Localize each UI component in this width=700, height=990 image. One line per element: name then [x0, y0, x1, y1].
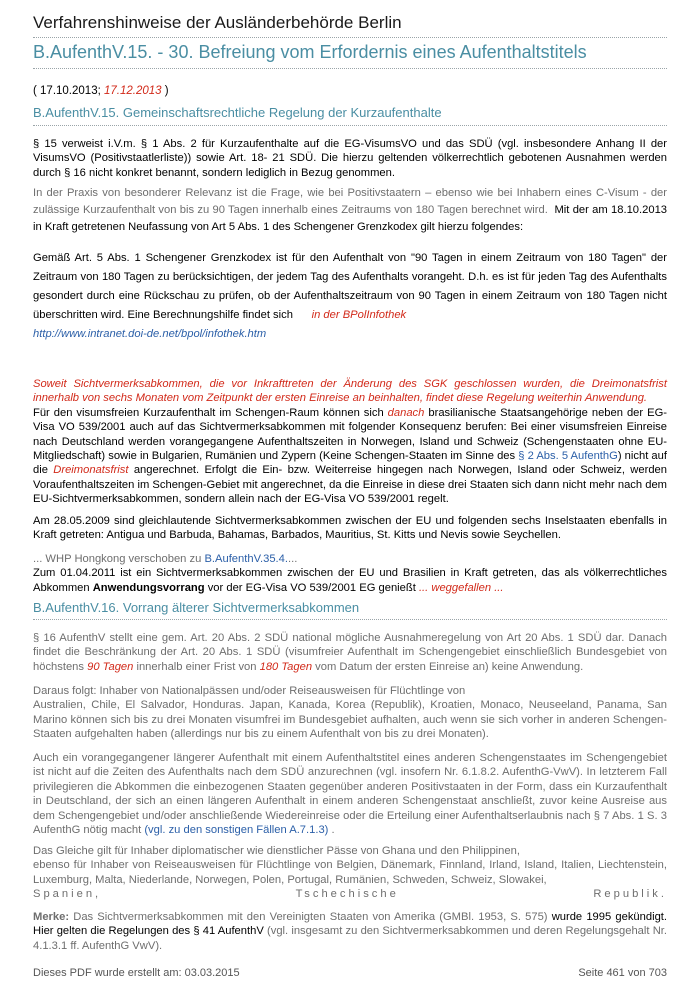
revision-dates: ( 17.10.2013; 17.12.2013 )	[33, 85, 169, 97]
date-2: 17.12.2013	[104, 85, 162, 97]
paragraph-15-6: ... WHP Hongkong verschoben zu B.AufenthV.35.4.... Zum 01.04.2011 ist ein Sichtvermerksabkommen zwischen der EU und Brasilien in Kraft getreten, das als völkerrechtliches Abkommen Anwendungsvorrang vor der EG-Visa VO 539/2001 EG genießt ... weggefallen ...	[33, 553, 667, 594]
whp-hongkong-link[interactable]: B.AufenthV.35.4.	[204, 553, 288, 565]
paragraph-16-5: Merke: Das Sichtvermerksabkommen mit den Vereinigten Staaten von Amerika (GMBl. 1953, S. 575) wurde 1995 gekündigt. Hier gelten die Regelungen des § 41 AufenthV (vgl. insgesamt zu den Sichtvermerksabkommen und deren Regelungsgehalt Nr. 4.1.3.1 ff. AufenthG VwV).	[33, 911, 668, 952]
header-divider	[33, 37, 667, 38]
title-divider	[33, 68, 667, 69]
page-header-title: Verfahrenshinweise der Ausländerbehörde Berlin	[33, 13, 402, 32]
paragraph-15-2: In der Praxis von besonderer Relevanz ist die Frage, wie bei Positivstaatern – ebenso wie bei Inhabern eines C-Visum - der zulässige Kurzaufenthalt von bis zu 90 Tagen innerhalb eines Zeitraums von 180 Tagen berechnet wird. Mit der am 18.10.2013 in Kraft getretenen Neufassung von Art 5 Abs. 1 des Schengener Grenzkodex gilt hierzu folgendes:	[33, 187, 668, 233]
section-16-divider	[33, 619, 667, 620]
section-15-divider	[33, 125, 667, 126]
bpol-infothek-link[interactable]: http://www.intranet.doi-de.net/bpol/infothek.htm	[33, 328, 267, 340]
paragraph-16-1: § 16 AufenthV stellt eine gem. Art. 20 Abs. 2 SDÜ national mögliche Ausnahmeregelung von Art 20 Abs. 1 SDÜ dar. Danach findet die Beschränkung der Art. 20 Abs. 1 SDÜ (visumfreier Aufenthalt im Schengengebiet einschließlich Bundesgebiet von höchstens 90 Tagen innerhalb einer Frist von 180 Tagen vom Datum der ersten Einreise an) keine Anwendung.	[33, 632, 667, 673]
document-title: B.AufenthV.15. - 30. Befreiung vom Erfordernis eines Aufenthaltstitels	[33, 42, 587, 62]
footer-page-number: Seite 461 von 703	[578, 967, 667, 979]
footer-created-date: Dieses PDF wurde erstellt am: 03.03.2015	[33, 967, 240, 979]
aufenthg-link[interactable]: § 2 Abs. 5 AufenthG	[518, 450, 618, 463]
section-heading-16: B.AufenthV.16. Vorrang älterer Sichtvermerksabkommen	[33, 600, 360, 615]
paragraph-15-3: Gemäß Art. 5 Abs. 1 Schengener Grenzkodex ist für den Aufenthalt von "90 Tagen in einem Zeitraum von 180 Tagen" der Zeitraum von 180 Tagen zu berücksichtigen, der jedem Tag des Aufenthalts vorangeht. D.h. es ist für jeden Tag des Aufenthalts gesondert durch eine Rückschau zu prüfen, ob der Aufenthaltszeitraum von 90 Tagen in einem Zeitraum von 180 Tagen nicht überschritten wird. Eine Berechnungshilfe findet sich in der BPolInfothek http://www.intranet.doi-de.net/bpol/infothek.htm	[33, 252, 667, 340]
paragraph-16-4: Das Gleiche gilt für Inhaber diplomatischer wie dienstlicher Pässe von Ghana und den Philippinen, ebenso für Inhaber von Reiseausweisen für Flüchtlinge von Belgien, Dänemark, Finnland, Irland, Island, Italien, Liechtenstein, Luxemburg, Malta, Niederlande, Norwegen, Polen, Portugal, Rumänien, Schweden, Schweiz, Slowakei, Spanien, Tschechische Republik.	[33, 845, 667, 901]
section-heading-15: B.AufenthV.15. Gemeinschaftsrechtliche Regelung der Kurzaufenthalte	[33, 105, 442, 120]
paragraph-16-2: Daraus folgt: Inhaber von Nationalpässen und/oder Reiseausweisen für Flüchtlinge von Australien, Chile, El Salvador, Honduras. Japan, Kanada, Korea (Republik), Kroatien, Monaco, Neuseeland, Panama, San Marino können sich bis zu drei Monaten visumfrei im Bundesgebiet aufhalten, auch wenn sie sich vorher in anderen Schengen-Staaten aufgehalten haben (allerdings nur bis zu einem Aufenthalt von bis zu drei Monaten).	[33, 685, 667, 741]
paragraph-15-4: Soweit Sichtvermerksabkommen, die vor Inkrafttreten der Änderung des SGK geschlossen wurden, die Dreimonatsfrist innerhalb von sechs Monaten vom Zeitpunkt der ersten Einreise an beinhalten, findet diese Regelung weiterhin Anwendung. Für den visumsfreien Kurzaufenthalt im Schengen-Raum können sich danach brasilianische Staatsangehörige neben der EG-Visa VO 539/2001 auch auf das Sichtvermerksabkommen mit folgender Konsequenz berufen: Bei einer visumsfreien Einreise nach Deutschland werden vorangegangene Aufenthaltszeiten in Norwegen, Island und Schweiz (Schengenstaaten ohne EU-Mitgliedschaft) sowie in Bulgarien, Rumänien und Zypern (Keine Schengen-Staaten im Sinne des § 2 Abs. 5 AufenthG) nicht auf die Dreimonatsfrist angerechnet. Erfolgt die Ein- bzw. Weiterreise hingegen nach Norwegen, Island oder Schweiz, werden Voraufenthaltszeiten im Schengen-Gebiet mit angerechnet, da die Einreise in diese drei Staaten sich dann nicht mehr nach dem EU-Sichtvermerksabkommen, sondern allein nach der EG-Visa VO 539/2001 regelt.	[33, 378, 667, 506]
date-1: 17.10.2013;	[40, 85, 101, 97]
page-footer	[33, 967, 667, 979]
paragraph-15-1: § 15 verweist i.V.m. § 1 Abs. 2 für Kurzaufenthalte auf die EG-VisumsVO und das SDÜ (vgl. insbesondere Anhang II der VisumsVO (Positivstaatlerliste)) sowie Art. 18- 21 SDÜ. Die hierzu geltenden völkerrechtlich gebotenen Ausnahmen werden durch § 16 nicht konkret benannt, sondern lediglich in Bezug genommen.	[33, 138, 667, 179]
paragraph-15-5: Am 28.05.2009 sind gleichlautende Sichtvermerksabkommen zwischen der EU und folgenden sechs Inselstaaten ebenfalls in Kraft getreten: Antigua und Barbuda, Bahamas, Barbados, Mauritius, St. Kitts und Nevis sowie Seychellen.	[33, 515, 667, 542]
paragraph-16-3: Auch ein vorangegangener längerer Aufenthalt mit einem Aufenthaltstitel eines anderen Schengenstaates im Schengengebiet ist nicht auf die Zeiten des Aufenthalts nach dem SDÜ anzurechnen (vgl. insofern Nr. 6.1.8.2. AufenthG-VwV). In letzterem Fall privilegieren die Abkommen die einbezogenen Staaten gegenüber anderen Positivstaaten in der Form, dass ein Kurzaufenthalt in Deutschland, der sich an einen längeren Aufenthalt in einem anderen Schengenstaat anschließt, zuvor keine Ausreise aus dem Schengengebiet und/oder anschließende Wiedereinreise oder die Erteilung einer Aufenthaltserlaubnis nach § 7 Abs. 1 S. 3 AufenthG nötig macht (vgl. zu den sonstigen Fällen A.7.1.3) .	[33, 752, 667, 837]
sonstige-faelle-link[interactable]: (vgl. zu den sonstigen Fällen A.7.1.3)	[144, 824, 329, 837]
